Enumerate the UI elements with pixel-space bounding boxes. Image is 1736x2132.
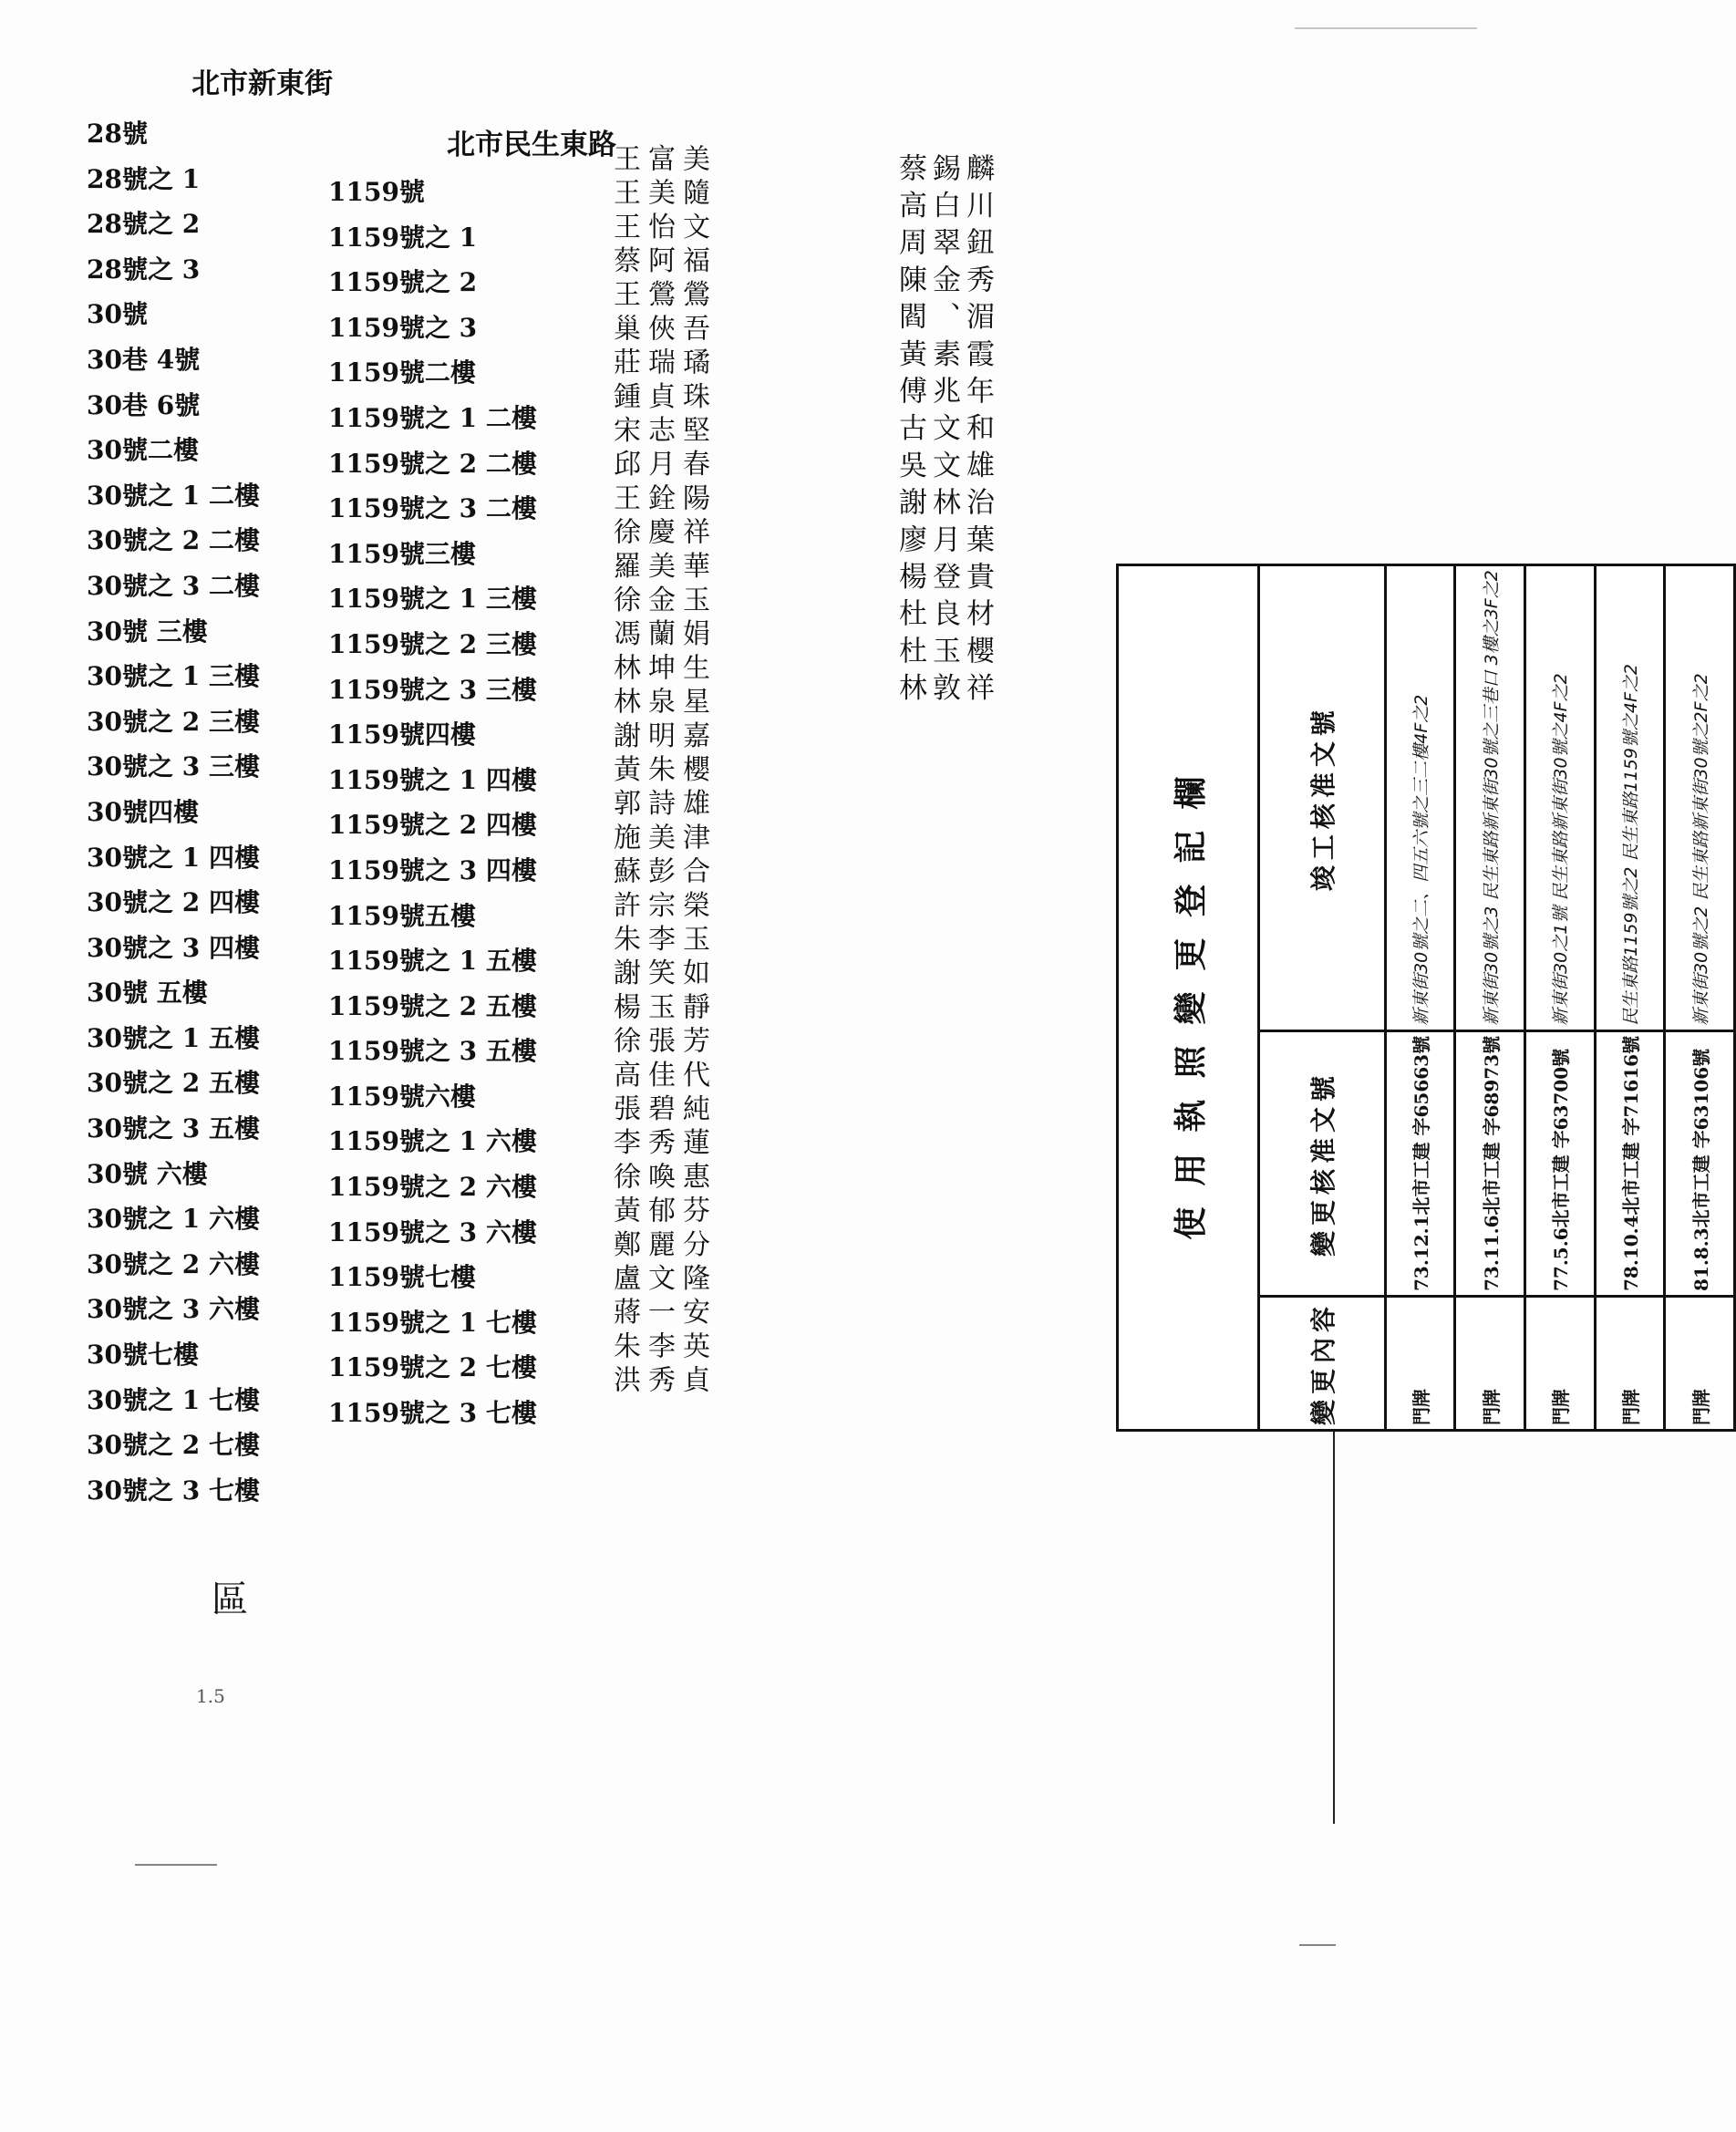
stamp-cell-content: 門牌 [1665,1296,1735,1430]
address-row: 1159號 [328,177,425,207]
address-row: 1159號之 2 四樓 [328,810,537,841]
address-row: 28號之 3 [87,254,201,285]
street-header-minsheng: 北市民生東路 [447,129,616,161]
address-row: 30號之 3 二樓 [87,570,260,601]
address-row: 1159號之 1 二樓 [328,402,537,433]
stamp-cell-completion: 新東街30號之2 民生東路新東街30號之2F之2 [1665,565,1735,1031]
address-row: 1159號之 1 六樓 [328,1126,537,1157]
address-row: 30號之 1 二樓 [87,480,260,511]
address-row: 30號之 2 四樓 [87,887,260,918]
address-row: 1159號之 3 七樓 [328,1398,537,1429]
street-header-xindong: 北市新東街 [191,67,333,100]
address-row: 30號之 3 五樓 [87,1113,260,1144]
owner-names-right [894,153,995,710]
address-row: 1159號之 1 四樓 [328,764,537,795]
stamp-cell-approval: 78.10.4北市工建 字71616號 [1595,1030,1665,1296]
address-list-xindong [87,111,260,1513]
owner-names-left [606,144,710,1399]
address-row: 1159號之 1 [328,222,478,253]
address-row: 28號之 2 [87,209,201,240]
address-row: 30號之 1 三樓 [87,661,260,692]
stamp-row [1385,565,1455,1431]
stamp-row [1595,565,1665,1431]
address-row: 1159號之 2 三樓 [328,628,537,659]
address-row: 28號 [87,119,148,149]
stamp-cell-completion: 新東街30號之3 民生東路新東街30號之三巷口 3樓之3F之2 [1455,565,1525,1031]
address-row: 1159號之 3 六樓 [328,1216,537,1247]
stamp-row [1455,565,1525,1431]
scan-artifact-line [1295,27,1477,29]
address-row: 1159號之 3 三樓 [328,674,537,705]
address-row: 30巷 6號 [87,389,201,420]
address-row: 30號 三樓 [87,616,208,647]
stamp-cell-approval: 73.12.1北市工建 字65663號 [1385,1030,1455,1296]
stamp-cell-content: 門牌 [1455,1296,1525,1430]
address-list-minsheng [328,170,537,1436]
address-row: 30號之 2 五樓 [87,1068,260,1099]
name-character-column: 富美怡阿鶯俠瑞貞志月銓慶美金蘭坤泉明朱詩美彭宗李笑玉張佳碧秀喚郁麗文一李秀 [643,144,675,1400]
stamp-cell-completion: 民生東路1159號之2 民生東路1159號之4F之2 [1595,565,1665,1031]
stamp-row [1665,565,1735,1431]
address-row: 1159號六樓 [328,1081,476,1112]
address-row: 30號之 2 七樓 [87,1430,260,1461]
clip-edge-line [1333,1377,1335,1824]
address-row: 30號之 2 六樓 [87,1248,260,1279]
address-row: 1159號二樓 [328,357,476,388]
stamp-cell-approval: 73.11.6北市工建 字68973號 [1455,1030,1525,1296]
address-row: 1159號之 3 [328,312,478,343]
address-row: 1159號之 3 四樓 [328,854,537,885]
address-row: 1159號四樓 [328,719,476,750]
address-row: 30號 五樓 [87,978,208,1009]
name-character-column: 蔡高周陳閻黃傅古吳謝廖楊杜杜林 [894,153,926,710]
address-row: 30號之 3 三樓 [87,751,260,782]
address-row: 30號七樓 [87,1340,199,1371]
address-row: 1159號之 2 七樓 [328,1352,537,1383]
address-row: 28號之 1 [87,163,201,194]
address-row: 1159號之 2 六樓 [328,1172,537,1203]
address-row: 1159號之 2 二樓 [328,448,537,479]
stamp-cell-completion: 新東街30號之二、四五六號之三二樓4F之2 [1385,565,1455,1031]
usage-permit-change-stamp [1116,570,1736,1432]
address-row: 30號之 1 四樓 [87,842,260,873]
district-stamp-mark: 區 [212,1578,248,1620]
stamp-cell-content: 門牌 [1525,1296,1596,1430]
address-row: 30號 六樓 [87,1158,208,1189]
stamp-table [1116,564,1736,1432]
stamp-row [1525,565,1596,1431]
name-character-column: 錫白翠金、素兆文文林月登良玉敦 [927,153,960,710]
address-row: 30號之 2 二樓 [87,525,260,556]
address-row: 30號之 1 六樓 [87,1204,260,1235]
address-row: 1159號三樓 [328,538,476,569]
stamp-cell-completion: 新東街30之1號 民生東路新東街30號之4F之2 [1525,565,1596,1031]
address-row: 1159號五樓 [328,900,476,931]
address-row: 1159號之 3 二樓 [328,493,537,524]
stamp-cell-approval: 81.8.3北市工建 字63106號 [1665,1030,1735,1296]
address-row: 1159號之 1 五樓 [328,946,537,977]
address-row: 30號四樓 [87,796,199,827]
name-character-column: 美隨文福鶯吾璚珠堅春陽祥華玉娟生星嘉櫻雄津合榮玉如靜芳代純蓮惠芬分隆安英貞 [677,144,709,1400]
stamp-header-content: 變更內容 [1259,1296,1385,1430]
name-character-column: 王王王蔡王巢莊鍾宋邱王徐羅徐馮林林謝黃郭施蘇許朱謝楊徐高張李徐黃鄭盧蔣朱洪 [608,144,640,1400]
scan-artifact-line [135,1864,217,1866]
address-row: 1159號七樓 [328,1262,476,1293]
stamp-cell-content: 門牌 [1385,1296,1455,1430]
address-row: 30號之 3 四樓 [87,932,260,963]
address-row: 1159號之 1 三樓 [328,584,537,615]
address-row: 1159號之 1 七樓 [328,1307,537,1338]
stamp-title: 使用執照變更登記欄 [1118,565,1259,1431]
address-row: 30號之 3 六樓 [87,1294,260,1325]
address-row: 30號之 3 七樓 [87,1475,260,1506]
address-row: 1159號之 2 五樓 [328,990,537,1021]
scan-artifact-line [1299,1944,1336,1946]
address-row: 30號之 1 五樓 [87,1022,260,1053]
address-row: 30號二樓 [87,435,199,466]
address-row: 30號之 1 七樓 [87,1384,260,1415]
stamp-header-approval: 變更核准文號 [1259,1030,1385,1296]
stamp-cell-content: 門牌 [1595,1296,1665,1430]
address-row: 30巷 4號 [87,344,201,375]
name-character-column: 麟川鈕秀湄霞年和雄治葉貴材櫻祥 [961,153,994,710]
stamp-cell-approval: 77.5.6北市工建 字63700號 [1525,1030,1596,1296]
address-row: 1159號之 3 五樓 [328,1036,537,1067]
stamp-header-completion: 竣工核准文號 [1259,565,1385,1031]
address-row: 30號 [87,299,148,330]
address-row: 1159號之 2 [328,267,478,298]
address-row: 30號之 2 三樓 [87,706,260,737]
page-mark: 1.5 [196,1685,225,1707]
